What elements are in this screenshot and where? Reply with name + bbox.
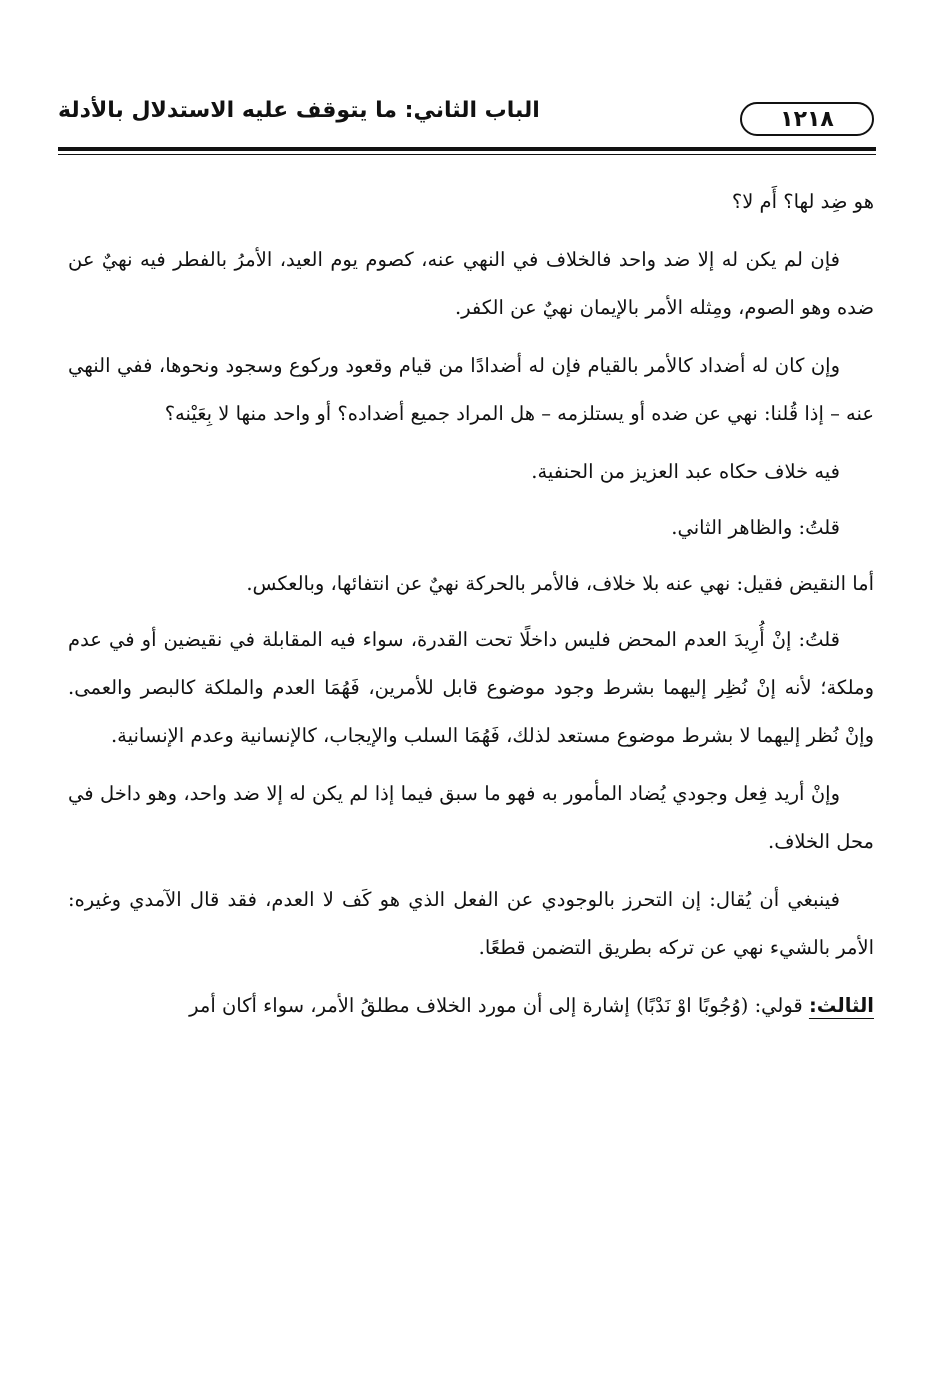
page-body [68,178,874,1040]
paragraph: قلتُ: والظاهر الثاني. [671,516,840,539]
paragraph: أما النقيض فقيل: نهي عنه بلا خلاف، فالأمر بالحركة نهيٌ عن انتفائها، وبالعكس. [246,572,874,595]
header-rule-thin [58,154,876,155]
header-rule-thick [58,147,876,151]
paragraph: قلتُ: إنْ أُرِيدَ العدم المحض فليس داخلًا تحت القدرة، سواء فيه المقابلة في نقيضين أو في عدم وملكة؛ لأنه إنْ نُظِر إليهما بشرط وجود موضوع قابل للأمرين، فَهُمَا العدم والملكة كالبصر والعمى. وإنْ نُظر إليهما لا بشرط موضوع مستعد لذلك، فَهُمَا السلب والإيجاب، كالإنسانية وعدم الإنسانية. [68,628,874,747]
paragraph: فيه خلاف حكاه عبد العزيز من الحنفية. [531,460,840,483]
paragraph-third-point [68,982,874,1030]
chapter-title: الباب الثاني: ما يتوقف عليه الاستدلال بالأدلة [58,98,540,123]
paragraph: وإنْ أريد فِعل وجودي يُضاد المأمور به فهو ما سبق فيما إذا لم يكن له إلا ضد واحد، وهو داخل في محل الخلاف. [68,782,874,853]
page-header [58,96,876,146]
page-number: ١٢١٨ [780,106,834,132]
third-point-heading: الثالث: [808,994,874,1017]
third-point-text: قولي: (وُجُوبًا اوْ نَدْبًا) إشارة إلى أن مورد الخلاف مطلقُ الأمر، سواء أكان أمر [189,994,809,1017]
paragraph: فينبغي أن يُقال: إن التحرز بالوجودي عن الفعل الذي هو كَف لا العدم، فقد قال الآمدي وغيره: الأمر بالشيء نهي عن تركه بطريق التضمن قطعًا. [68,888,874,959]
page-number-badge [740,102,874,136]
paragraph: وإن كان له أضداد كالأمر بالقيام فإن له أضدادًا من قيام وقعود وركوع وسجود ونحوها، ففي النهي عنه – إذا قُلنا: نهي عن ضده أو يستلزمه – هل المراد جميع أضداده؟ أو واحد منها لا بِعَيْنه؟ [68,354,874,425]
paragraph: هو ضِد لها؟ أَم لا؟ [731,190,874,213]
paragraph: فإن لم يكن له إلا ضد واحد فالخلاف في النهي عنه، كصوم يوم العيد، الأمرُ بالفطر فيه نهيٌ عن ضده وهو الصوم، ومِثله الأمر بالإيمان نهيٌ عن الكفر. [68,248,874,319]
